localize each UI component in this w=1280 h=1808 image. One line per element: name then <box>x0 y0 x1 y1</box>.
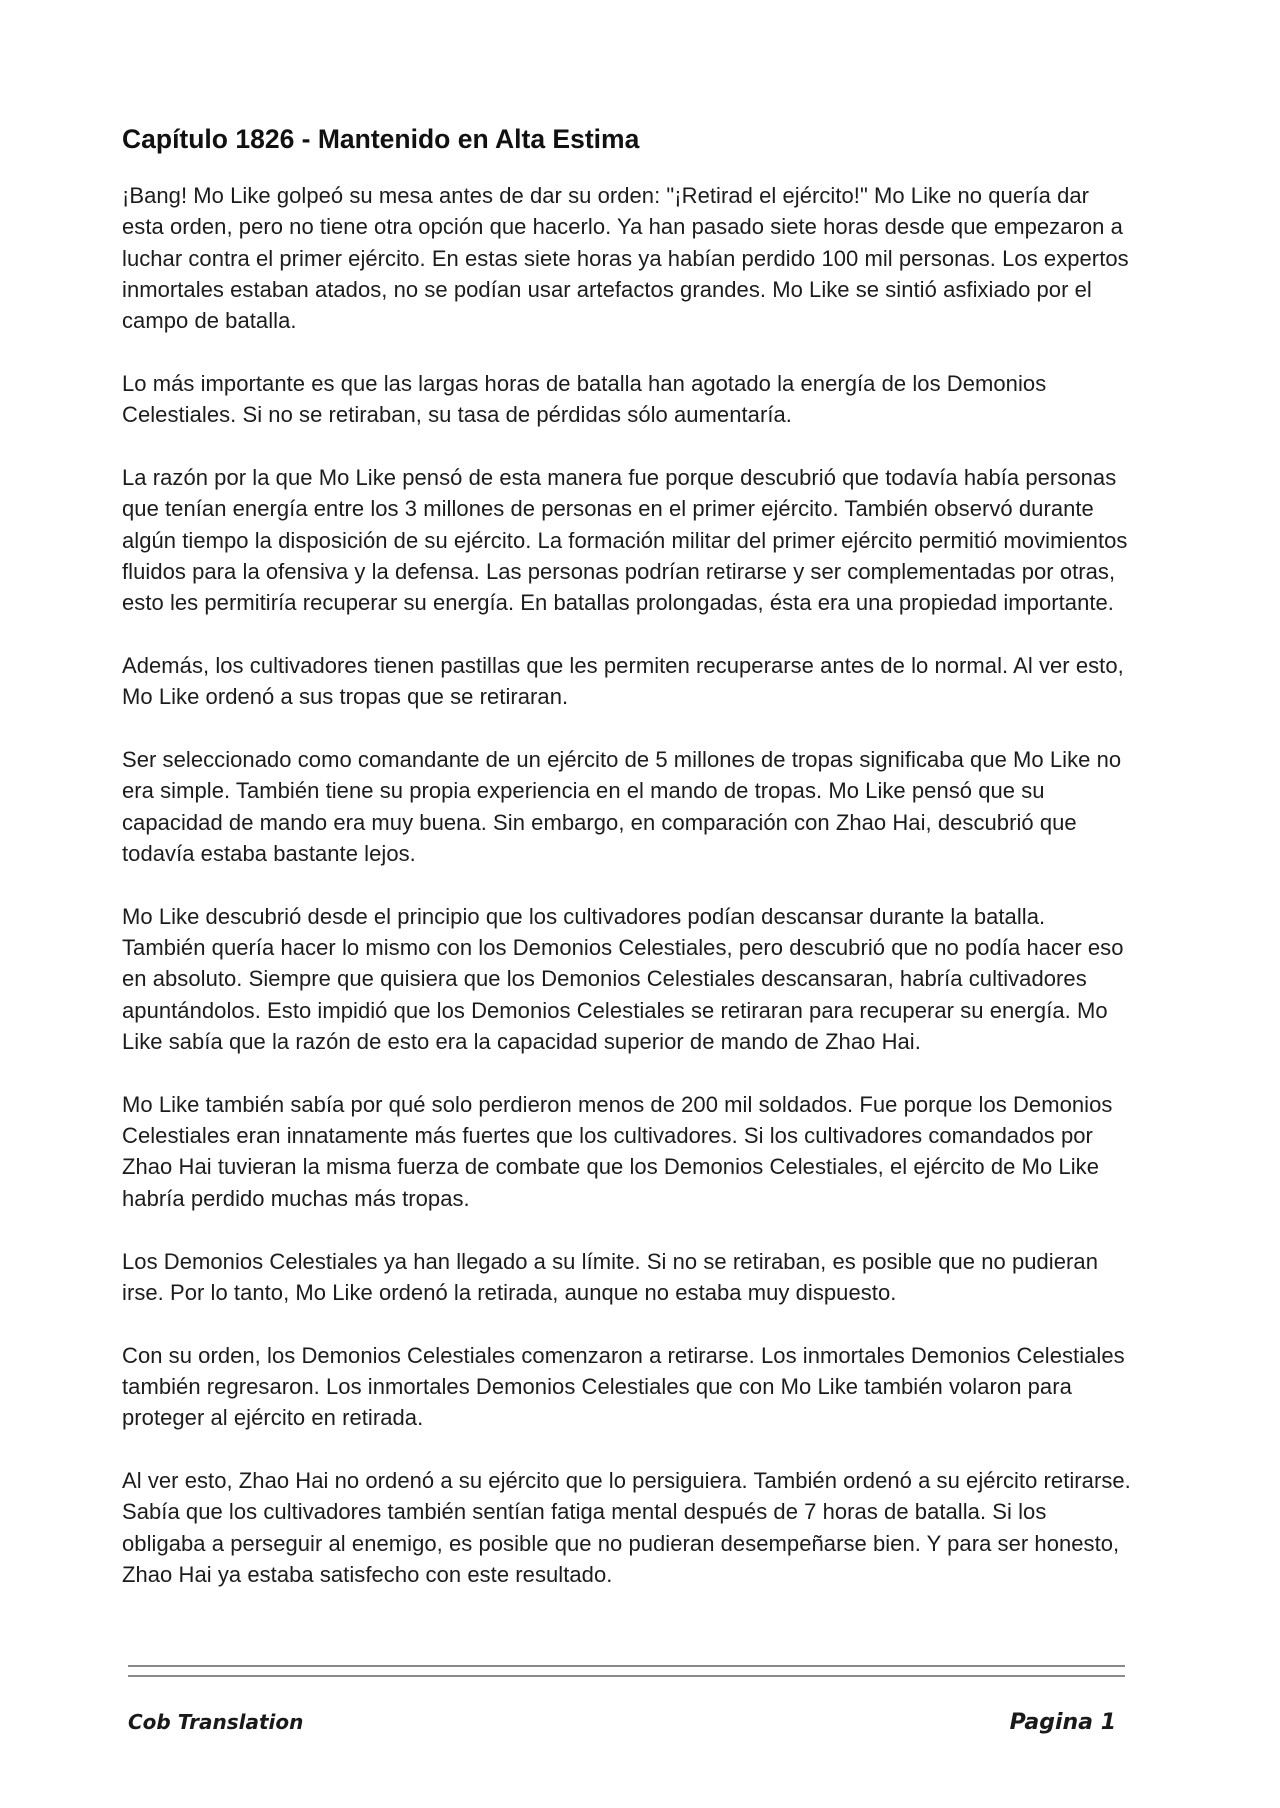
footer-translator-credit: Cob Translation <box>128 1710 304 1734</box>
paragraph-5: Ser seleccionado como comandante de un ejército de 5 millones de tropas significaba que Mo Like no era simple. También tiene su propia experiencia en el mando de tropas. Mo Like pensó que su capacidad de mando era muy buena. Sin embargo, en comparación con Zhao Hai, descubrió que todavía estaba bastante lejos. <box>122 747 1122 867</box>
paragraph-2: Lo más importante es que las largas horas de batalla han agotado la energía de los Demonios Celestiales. Si no se retiraban, su tasa de pérdidas sólo aumentaría. <box>122 370 1047 428</box>
paragraph-3: La razón por la que Mo Like pensó de esta manera fue porque descubrió que todavía había personas que tenían energía entre los 3 millones de personas en el primer ejército. También observó durante algún tiempo la disposición de su ejército. La formación militar del primer ejército permitió movimientos fluidos para la ofensiva y la defensa. Las personas podrían retirarse y ser complementadas por otras, esto les permitiría recuperar su energía. En batallas prolongadas, ésta era una propiedad importante. <box>122 465 1128 616</box>
footer-divider-bottom <box>128 1675 1125 1677</box>
paragraph-10: Al ver esto, Zhao Hai no ordenó a su ejército que lo persiguiera. También ordenó a su ejército retirarse. Sabía que los cultivadores también sentían fatiga mental después de 7 horas de batalla. Si los obligaba a perseguir al enemigo, es posible que no pudieran desempeñarse bien. Y para ser honesto, Zhao Hai ya estaba satisfecho con este resultado. <box>122 1468 1131 1587</box>
document-body <box>122 118 1132 1622</box>
footer-page-number: Pagina 1 <box>1009 1710 1116 1735</box>
paragraph-1: ¡Bang! Mo Like golpeó su mesa antes de dar su orden: "¡Retirad el ejército!" Mo Like no quería dar esta orden, pero no tiene otra opción que hacerlo. Ya han pasado siete horas desde que empezaron a luchar contra el primer ejército. En estas siete horas ya habían perdido 100 mil personas. Los expertos inmortales estaban atados, no se podían usar artefactos grandes. Mo Like se sintió asfixiado por el campo de batalla. <box>122 183 1129 334</box>
paragraph-4: Además, los cultivadores tienen pastillas que les permiten recuperarse antes de lo normal. Al ver esto, Mo Like ordenó a sus tropas que se retiraran. <box>122 653 1124 710</box>
footer-divider-top <box>128 1665 1125 1667</box>
paragraph-6: Mo Like descubrió desde el principio que los cultivadores podían descansar durante la batalla. También quería hacer lo mismo con los Demonios Celestiales, pero descubrió que no podía hacer eso en absoluto. Siempre que quisiera que los Demonios Celestiales descansaran, habría cultivadores apuntándolos. Esto impidió que los Demonios Celestiales se retiraran para recuperar su energía. Mo Like sabía que la razón de esto era la capacidad superior de mando de Zhao Hai. <box>122 903 1124 1055</box>
paragraph-7: Mo Like también sabía por qué solo perdieron menos de 200 mil soldados. Fue porque los Demonios Celestiales eran innatamente más fuertes que los cultivadores. Si los cultivadores comandados por Zhao Hai tuvieran la misma fuerza de combate que los Demonios Celestiales, el ejército de Mo Like habría perdido muchas más tropas. <box>122 1091 1113 1211</box>
paragraph-9: Con su orden, los Demonios Celestiales comenzaron a retirarse. Los inmortales Demonios Celestiales también regresaron. Los inmortales Demonios Celestiales que con Mo Like también volaron para proteger al ejército en retirada. <box>122 1342 1125 1431</box>
paragraph-8: Los Demonios Celestiales ya han llegado a su límite. Si no se retiraban, es posible que no pudieran irse. Por lo tanto, Mo Like ordenó la retirada, aunque no estaba muy dispuesto. <box>122 1248 1098 1305</box>
chapter-title: Capítulo 1826 - Mantenido en Alta Estima <box>122 124 640 154</box>
